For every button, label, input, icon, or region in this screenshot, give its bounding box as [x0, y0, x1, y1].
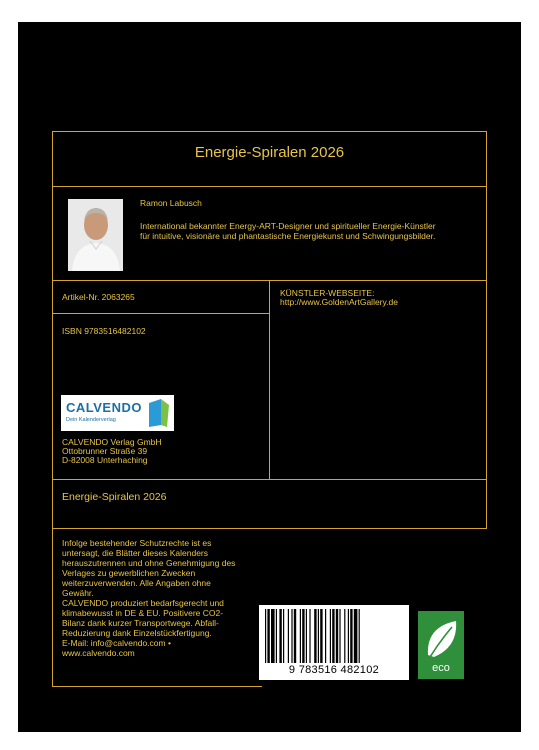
barcode-bar — [354, 609, 358, 663]
legal-line: Verlages zu gewerblichen Zwecken — [62, 568, 196, 578]
barcode-bar — [348, 609, 349, 663]
divider — [52, 479, 487, 480]
barcode-bar — [339, 609, 340, 663]
article-number: Artikel-Nr. 2063265 — [62, 292, 135, 302]
barcode-bars — [263, 609, 405, 663]
website-link[interactable]: http://www.GoldenArtGallery.de — [280, 297, 398, 307]
divider — [52, 527, 53, 687]
legal-line: klimabewusst in DE & EU. Positivere CO2- — [62, 608, 224, 618]
eco-badge — [418, 611, 464, 679]
barcode-bar — [344, 609, 345, 663]
barcode — [259, 605, 409, 680]
legal-notice — [62, 538, 262, 658]
legal-line: www.calvendo.com — [62, 648, 135, 658]
calendar-title-repeat: Energie-Spiralen 2026 — [62, 491, 167, 503]
artist-name: Ramon Labusch — [140, 198, 202, 208]
legal-line: CALVENDO produziert bedarfsgerecht und — [62, 598, 224, 608]
divider — [52, 686, 262, 687]
barcode-bar — [318, 609, 319, 663]
legal-line: weiterzuverwenden. Alle Angaben ohne — [62, 578, 211, 588]
logo-tagline: Dein Kalenderverlag — [66, 417, 116, 423]
barcode-bar — [283, 609, 284, 663]
website-label: KÜNSTLER-WEBSEITE: — [280, 288, 375, 298]
barcode-bar — [330, 609, 331, 663]
legal-line: Infolge bestehender Schutzrechte ist es — [62, 538, 212, 548]
barcode-bar — [336, 609, 338, 663]
barcode-digits: 9 783516 482102 — [288, 664, 380, 676]
publisher-name: CALVENDO Verlag GmbH — [62, 437, 162, 447]
barcode-bar — [267, 609, 269, 663]
barcode-bar — [320, 609, 322, 663]
barcode-bar — [332, 609, 334, 663]
barcode-bar — [276, 609, 277, 663]
barcode-bar — [350, 609, 352, 663]
calvendo-logo — [61, 395, 174, 431]
barcode-bar — [294, 609, 296, 663]
barcode-bar — [314, 609, 316, 663]
legal-line: Gewähr. — [62, 588, 94, 598]
artist-description: International bekannter Energy-ART-Designer und spiritueller Energie-Künstler für intuitive, visionäre und phantastische Energiekunst und Schwingungsbilder. — [140, 221, 436, 241]
barcode-bar — [359, 609, 360, 663]
eco-label: eco — [432, 662, 450, 674]
logo-name: CALVENDO — [66, 400, 142, 415]
barcode-bar — [300, 609, 301, 663]
legal-line: herauszutrennen und ohne Genehmigung des — [62, 558, 236, 568]
legal-line: untersagt, die Blätter dieses Kalenders — [62, 548, 209, 558]
barcode-bar — [279, 609, 281, 663]
legal-line: Bilanz dank kurzer Transportwege. Abfall- — [62, 618, 219, 628]
barcode-bar — [288, 609, 289, 663]
barcode-bar — [291, 609, 292, 663]
divider — [52, 186, 487, 187]
barcode-bar — [306, 609, 307, 663]
barcode-bar — [309, 609, 310, 663]
divider — [52, 313, 270, 314]
legal-line: E-Mail: info@calvendo.com • — [62, 638, 171, 648]
publisher-city: D-82008 Unterhaching — [62, 455, 148, 465]
divider — [269, 280, 270, 479]
artist-photo — [68, 199, 123, 271]
barcode-bar — [271, 609, 275, 663]
legal-line: Reduzierung dank Einzelstückfertigung. — [62, 628, 212, 638]
publisher-street: Ottobrunner Straße 39 — [62, 446, 148, 456]
barcode-bar — [325, 609, 326, 663]
barcode-bar — [265, 609, 266, 663]
isbn: ISBN 9783516482102 — [62, 326, 146, 336]
barcode-bar — [302, 609, 304, 663]
calendar-logo-icon — [147, 399, 169, 427]
page-title: Energie-Spiralen 2026 — [194, 144, 345, 161]
